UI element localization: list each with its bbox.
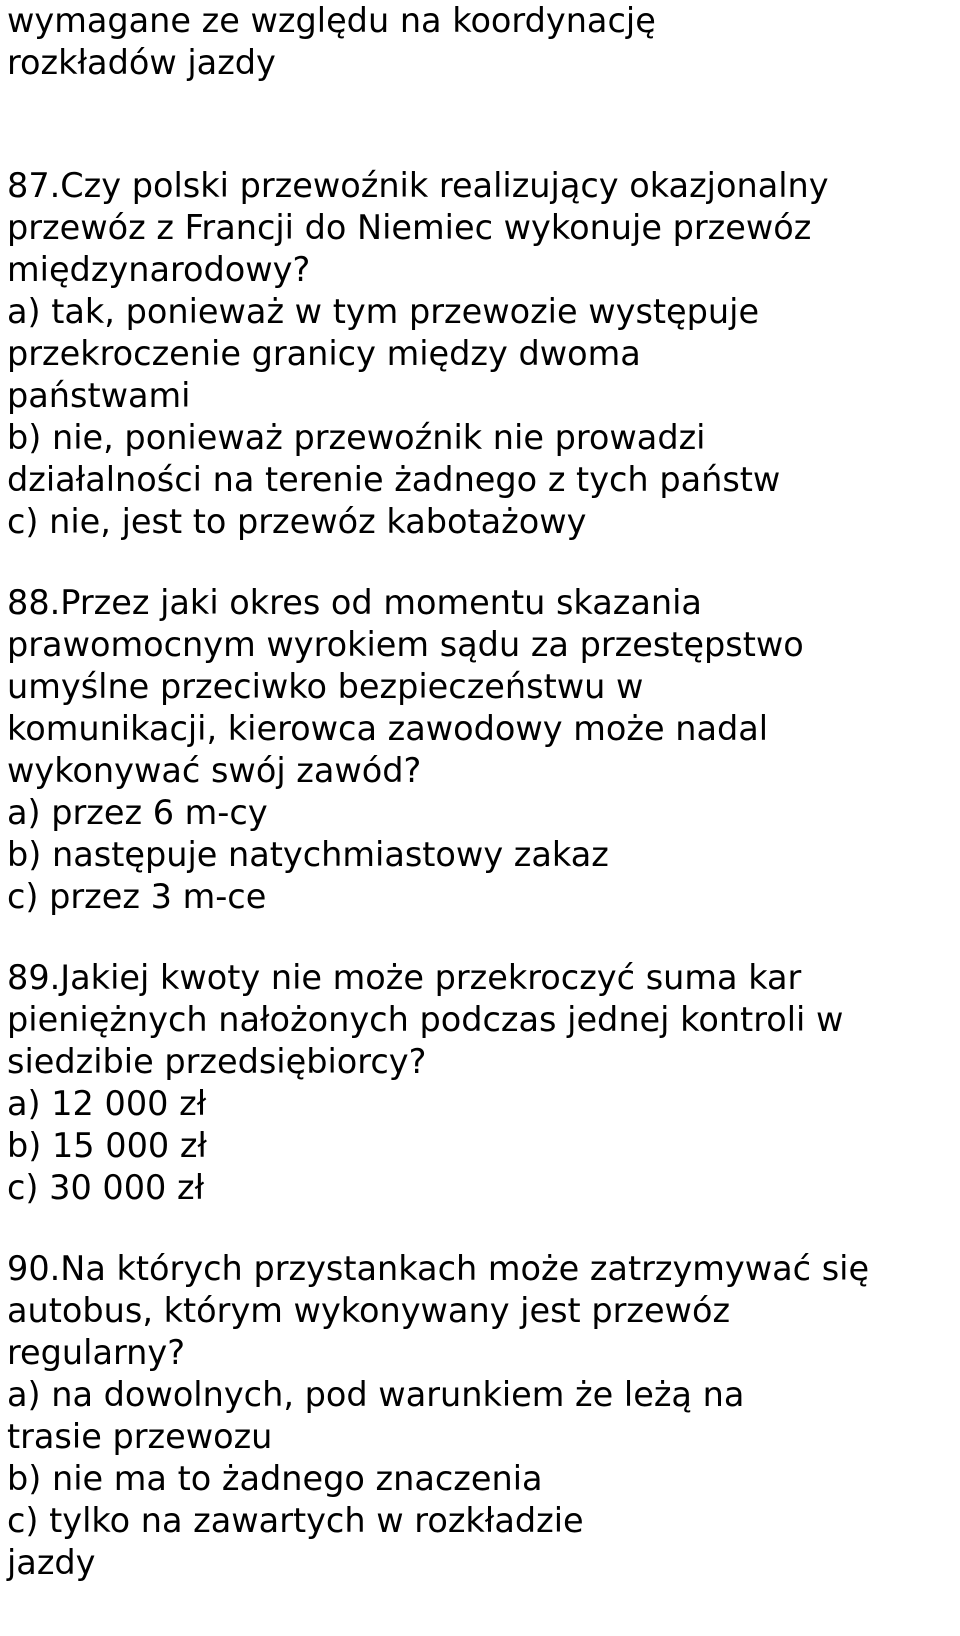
question-text: komunikacji, kierowca zawodowy może nadal xyxy=(7,709,769,748)
answer-option: b) nie, ponieważ przewoźnik nie prowadzi xyxy=(7,418,706,457)
question-text: 87.Czy polski przewoźnik realizujący okazjonalny xyxy=(7,166,829,205)
question-87 xyxy=(7,165,957,543)
answer-option: jazdy xyxy=(7,1543,96,1582)
question-89 xyxy=(7,957,957,1209)
answer-option: a) na dowolnych, pod warunkiem że leżą na xyxy=(7,1375,745,1414)
answer-option: a) przez 6 m-cy xyxy=(7,793,268,832)
question-text: regularny? xyxy=(7,1333,186,1372)
question-text: 90.Na których przystankach może zatrzymywać się xyxy=(7,1249,870,1288)
question-text: wykonywać swój zawód? xyxy=(7,751,422,790)
question-text: 88.Przez jaki okres od momentu skazania xyxy=(7,583,702,622)
document-page xyxy=(7,0,957,1584)
text-line: wymagane ze względu na koordynację xyxy=(7,1,656,40)
answer-option: c) nie, jest to przewóz kabotażowy xyxy=(7,502,587,541)
question-text: przewóz z Francji do Niemiec wykonuje przewóz xyxy=(7,208,812,247)
question-text: autobus, którym wykonywany jest przewóz xyxy=(7,1291,731,1330)
question-90 xyxy=(7,1248,957,1584)
answer-option: państwami xyxy=(7,376,191,415)
answer-option: b) następuje natychmiastowy zakaz xyxy=(7,835,609,874)
answer-option: a) tak, ponieważ w tym przewozie występuje xyxy=(7,292,760,331)
answer-option: b) 15 000 zł xyxy=(7,1126,207,1165)
question-88 xyxy=(7,582,957,918)
answer-option: działalności na terenie żadnego z tych państw xyxy=(7,460,781,499)
answer-option: trasie przewozu xyxy=(7,1417,273,1456)
answer-option: a) 12 000 zł xyxy=(7,1084,207,1123)
answer-option: c) przez 3 m-ce xyxy=(7,877,267,916)
answer-option: c) tylko na zawartych w rozkładzie xyxy=(7,1501,584,1540)
question-text: 89.Jakiej kwoty nie może przekroczyć suma kar xyxy=(7,958,802,997)
question-text: umyślne przeciwko bezpieczeństwu w xyxy=(7,667,644,706)
answer-option: c) 30 000 zł xyxy=(7,1168,205,1207)
question-text: międzynarodowy? xyxy=(7,250,311,289)
question-text: prawomocnym wyrokiem sądu za przestępstwo xyxy=(7,625,804,664)
text-line: rozkładów jazdy xyxy=(7,43,276,82)
question-text: siedzibie przedsiębiorcy? xyxy=(7,1042,427,1081)
continuation-text xyxy=(7,0,957,84)
answer-option: b) nie ma to żadnego znaczenia xyxy=(7,1459,543,1498)
question-text: pieniężnych nałożonych podczas jednej kontroli w xyxy=(7,1000,844,1039)
answer-option: przekroczenie granicy między dwoma xyxy=(7,334,641,373)
